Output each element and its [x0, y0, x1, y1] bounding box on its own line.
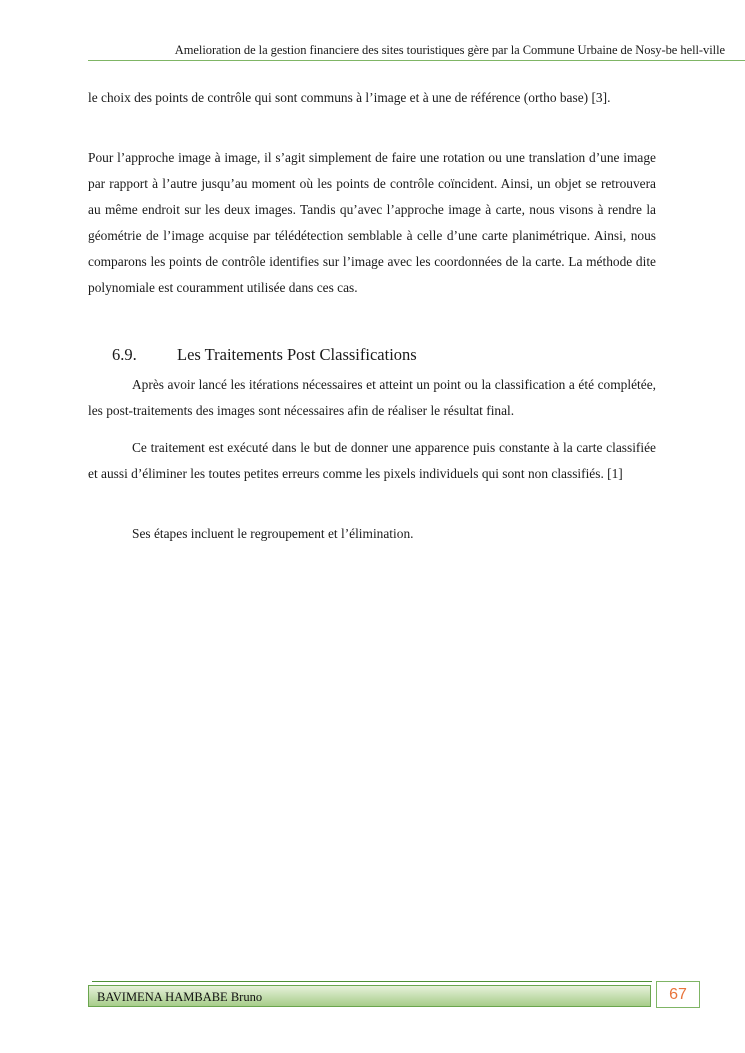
paragraph-text: Ses étapes incluent le regroupement et l’élimination.	[132, 526, 414, 541]
running-header-title: Amelioration de la gestion financiere des sites touristiques gère par la Commune Urbaine de Nosy-be hell-ville	[174, 43, 725, 57]
paragraph-post-processing-intro	[88, 372, 656, 424]
header-divider	[88, 60, 745, 61]
footer-author: BAVIMENA HAMBABE Bruno	[97, 990, 263, 1004]
section-number: 6.9.	[112, 345, 137, 364]
paragraph-steps	[88, 521, 656, 547]
section-heading	[112, 345, 417, 365]
paragraph-text: Après avoir lancé les itérations nécessaires et atteint un point ou la classification a été complétée, les post-traitements des images sont nécessaires afin de réaliser le résultat final.	[88, 377, 656, 418]
footer-divider	[92, 981, 652, 982]
page-number: 67	[656, 981, 700, 1008]
section-title: Les Traitements Post Classifications	[177, 345, 417, 364]
paragraph-text: le choix des points de contrôle qui sont communs à l’image et à une de référence (ortho base) [3].	[88, 90, 611, 105]
paragraph-image-approach	[88, 145, 656, 301]
paragraph-text: Ce traitement est exécuté dans le but de donner une apparence puis constante à la carte classifiée et aussi d’éliminer les toutes petites erreurs comme les pixels individuels qui sont non classifiés. [1]	[88, 440, 656, 481]
paragraph-treatment-purpose	[88, 435, 656, 487]
paragraph-continuation	[88, 85, 656, 111]
paragraph-text: Pour l’approche image à image, il s’agit simplement de faire une rotation ou une translation d’une image par rapport à l’autre jusqu’au moment où les points de contrôle coïncident. Ainsi, un objet se retrouvera au même endroit sur les deux images. Tandis qu’avec l’approche image à carte, nous visons à rendre la géométrie de l’image acquise par télédétection semblable à celle d’une carte planimétrique. Ainsi, nous comparons les points de contrôle identifies sur l’image avec les coordonnées de la carte. La méthode dite polynomiale est couramment utilisée dans ces cas.	[88, 150, 656, 295]
footer-author-bar	[88, 985, 651, 1007]
